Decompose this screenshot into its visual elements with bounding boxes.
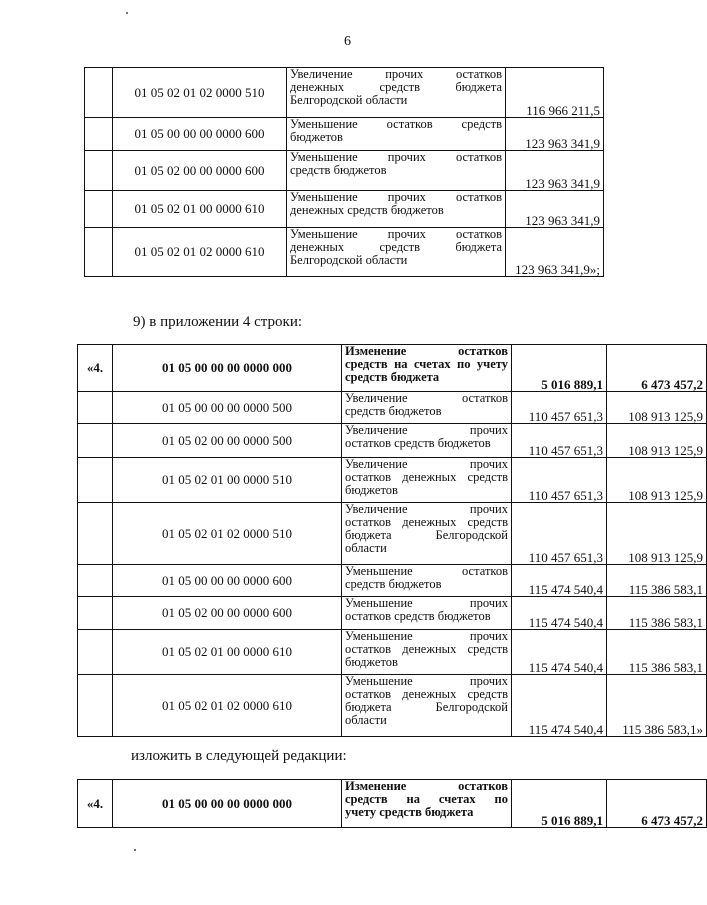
row-mark xyxy=(85,68,113,118)
row-mark xyxy=(78,458,113,503)
description-line: средств на счетах по xyxy=(345,792,508,806)
table-row xyxy=(85,118,604,151)
row-mark xyxy=(85,228,113,277)
description xyxy=(342,565,512,597)
row-mark: «4. xyxy=(78,780,113,828)
description-line: бюджетов xyxy=(290,130,343,144)
paragraph-2: изложить в следующей редакции: xyxy=(131,748,347,764)
budget-code: 01 05 02 01 02 0000 510 xyxy=(113,503,342,565)
table-row xyxy=(78,424,707,458)
amount-year-2: 6 473 457,2 xyxy=(607,780,707,828)
description-line: денежных средств бюджета xyxy=(290,240,502,254)
amount-year-2: 108 913 125,9 xyxy=(607,424,707,458)
description-line: бюджета Белгородской xyxy=(345,528,508,542)
amount-year-1: 115 474 540,4 xyxy=(512,597,607,630)
description-line: Изменение остатков xyxy=(345,344,508,358)
description xyxy=(342,458,512,503)
scan-speck xyxy=(134,849,136,851)
row-mark xyxy=(78,597,113,630)
table-top xyxy=(84,67,604,277)
amount-year-2: 115 386 583,1 xyxy=(607,565,707,597)
budget-code: 01 05 00 00 00 0000 600 xyxy=(113,565,342,597)
row-mark: «4. xyxy=(78,345,113,392)
table-row xyxy=(78,392,707,424)
table-row xyxy=(85,191,604,228)
description-line: Уменьшение прочих xyxy=(345,629,508,643)
row-mark xyxy=(85,151,113,191)
amount: 123 963 341,9 xyxy=(506,118,604,151)
row-mark xyxy=(78,424,113,458)
description-line: средств на счетах по учету xyxy=(345,357,508,371)
budget-code: 01 05 02 01 00 0000 610 xyxy=(113,191,287,228)
amount-year-1: 115 474 540,4 xyxy=(512,565,607,597)
description-line: денежных средств бюджета xyxy=(290,80,502,94)
description xyxy=(287,191,506,228)
amount-year-1: 5 016 889,1 xyxy=(512,780,607,828)
description-line: бюджетов xyxy=(345,655,398,669)
description-line: Уменьшение прочих остатков xyxy=(290,227,502,241)
description-line: остатков денежных средств xyxy=(345,642,508,656)
description-line: Уменьшение остатков xyxy=(345,564,508,578)
paragraph-1: 9) в приложении 4 строки: xyxy=(133,314,303,330)
table-row xyxy=(85,228,604,277)
row-mark xyxy=(78,392,113,424)
description-line: Уменьшение прочих остатков xyxy=(290,190,502,204)
description xyxy=(342,675,512,737)
table-row xyxy=(78,458,707,503)
description-line: средств бюджетов xyxy=(345,577,442,591)
table-bottom xyxy=(77,779,707,828)
table-row xyxy=(78,630,707,675)
description xyxy=(342,780,512,828)
description-line: Увеличение прочих xyxy=(345,423,508,437)
description-line: Белгородской области xyxy=(290,253,408,267)
amount-year-1: 110 457 651,3 xyxy=(512,392,607,424)
table-middle xyxy=(77,344,707,737)
description xyxy=(342,424,512,458)
row-mark xyxy=(78,565,113,597)
table-row xyxy=(78,675,707,737)
description-line: остатков средств бюджетов xyxy=(345,609,491,623)
description xyxy=(342,392,512,424)
table-row xyxy=(78,780,707,828)
budget-code: 01 05 02 01 00 0000 510 xyxy=(113,458,342,503)
description xyxy=(287,118,506,151)
description xyxy=(342,630,512,675)
description xyxy=(342,597,512,630)
budget-code: 01 05 02 00 00 0000 600 xyxy=(113,151,287,191)
amount-year-2: 108 913 125,9 xyxy=(607,392,707,424)
description xyxy=(287,68,506,118)
description-line: средств бюджетов xyxy=(290,163,387,177)
amount-year-2: 6 473 457,2 xyxy=(607,345,707,392)
description-line: остатков денежных средств xyxy=(345,515,508,529)
description-line: Увеличение остатков xyxy=(345,391,508,405)
amount-year-2: 115 386 583,1» xyxy=(607,675,707,737)
row-mark xyxy=(78,630,113,675)
amount: 116 966 211,5 xyxy=(506,68,604,118)
description-line: области xyxy=(345,713,387,727)
amount: 123 963 341,9»; xyxy=(506,228,604,277)
row-mark xyxy=(85,191,113,228)
amount-year-2: 108 913 125,9 xyxy=(607,503,707,565)
row-mark xyxy=(78,503,113,565)
budget-code: 01 05 02 01 00 0000 610 xyxy=(113,630,342,675)
description xyxy=(287,151,506,191)
description-line: Уменьшение прочих xyxy=(345,674,508,688)
table-row xyxy=(85,151,604,191)
description-line: Белгородской области xyxy=(290,93,408,107)
table-row xyxy=(78,503,707,565)
description-line: Увеличение прочих xyxy=(345,457,508,471)
scan-speck xyxy=(126,12,128,14)
amount-year-1: 110 457 651,3 xyxy=(512,424,607,458)
description-line: средств бюджета xyxy=(345,370,440,384)
description-line: Увеличение прочих остатков xyxy=(290,67,502,81)
description-line: остатков денежных средств xyxy=(345,470,508,484)
description-line: учету средств бюджета xyxy=(345,805,474,819)
description-line: бюджетов xyxy=(345,483,398,497)
row-mark xyxy=(78,675,113,737)
budget-code: 01 05 02 00 00 0000 500 xyxy=(113,424,342,458)
table-row xyxy=(78,345,707,392)
amount-year-2: 115 386 583,1 xyxy=(607,630,707,675)
description-line: остатков денежных средств xyxy=(345,687,508,701)
amount: 123 963 341,9 xyxy=(506,191,604,228)
description-line: Уменьшение прочих xyxy=(345,596,508,610)
table-row xyxy=(85,68,604,118)
amount: 123 963 341,9 xyxy=(506,151,604,191)
description-line: остатков средств бюджетов xyxy=(345,436,491,450)
description-line: Изменение остатков xyxy=(345,779,508,793)
amount-year-1: 115 474 540,4 xyxy=(512,675,607,737)
budget-code: 01 05 00 00 00 0000 500 xyxy=(113,392,342,424)
table-row xyxy=(78,565,707,597)
description xyxy=(342,345,512,392)
description-line: средств бюджетов xyxy=(345,404,442,418)
description-line: бюджета Белгородской xyxy=(345,700,508,714)
row-mark xyxy=(85,118,113,151)
amount-year-1: 115 474 540,4 xyxy=(512,630,607,675)
budget-code: 01 05 00 00 00 0000 000 xyxy=(113,345,342,392)
budget-code: 01 05 02 01 02 0000 610 xyxy=(113,228,287,277)
amount-year-2: 115 386 583,1 xyxy=(607,597,707,630)
description-line: Уменьшение остатков средств xyxy=(290,117,502,131)
description-line: Увеличение прочих xyxy=(345,502,508,516)
page-number: 6 xyxy=(344,34,351,49)
budget-code: 01 05 00 00 00 0000 600 xyxy=(113,118,287,151)
amount-year-1: 110 457 651,3 xyxy=(512,458,607,503)
table-row xyxy=(78,597,707,630)
budget-code: 01 05 02 01 02 0000 610 xyxy=(113,675,342,737)
description-line: денежных средств бюджетов xyxy=(290,203,444,217)
description-line: области xyxy=(345,541,387,555)
amount-year-2: 108 913 125,9 xyxy=(607,458,707,503)
budget-code: 01 05 02 01 02 0000 510 xyxy=(113,68,287,118)
description xyxy=(342,503,512,565)
description-line: Уменьшение прочих остатков xyxy=(290,150,502,164)
amount-year-1: 110 457 651,3 xyxy=(512,503,607,565)
budget-code: 01 05 00 00 00 0000 000 xyxy=(113,780,342,828)
description xyxy=(287,228,506,277)
amount-year-1: 5 016 889,1 xyxy=(512,345,607,392)
budget-code: 01 05 02 00 00 0000 600 xyxy=(113,597,342,630)
